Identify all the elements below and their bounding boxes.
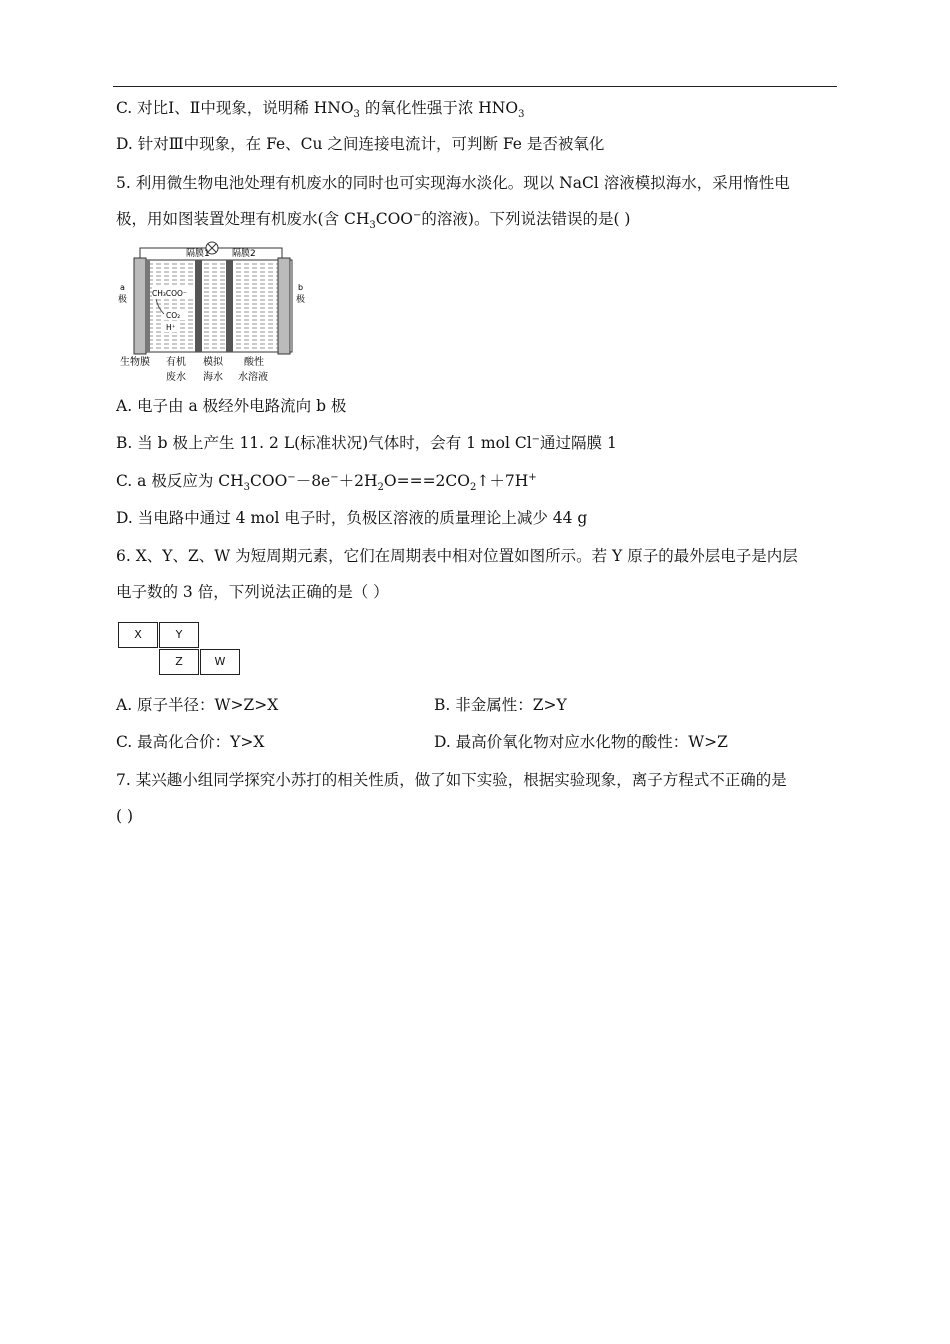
header-rule <box>113 86 837 87</box>
q5-stem-line1: 5. 利用微生物电池处理有机废水的同时也可实现海水淡化。现以 NaCl 溶液模拟海水，采用惰性电 <box>116 174 790 192</box>
q5-option-b: B. 当 b 极上产生 11. 2 L(标准状况)气体时，会有 1 mol Cl−通过隔膜 1 <box>116 433 617 452</box>
biofilm <box>146 260 150 352</box>
q7-stem-line2: ( ) <box>116 807 134 825</box>
bottom-label-organic-1: 有机 <box>166 357 186 368</box>
b-label-2: 极 <box>296 295 306 305</box>
cell-y: Y <box>159 622 199 648</box>
q6-option-c: C. 最高化合价：Y>X <box>116 733 265 751</box>
a-label-1: a <box>120 283 125 292</box>
cell-tank <box>142 260 292 352</box>
electrode-b <box>278 258 290 354</box>
q4-option-d: D. 针对Ⅲ中现象，在 Fe、Cu 之间连接电流计，可判断 Fe 是否被氧化 <box>116 135 605 153</box>
species-co2: CO₂ <box>166 311 181 320</box>
cell-w: W <box>200 649 240 675</box>
q6-stem-line1: 6. X、Y、Z、W 为短周期元素，它们在周期表中相对位置如图所示。若 Y 原子的最外层电子是内层 <box>116 547 798 565</box>
bottom-label-acid-2: 水溶液 <box>238 372 268 383</box>
membrane-2 <box>226 260 233 352</box>
bottom-label-seawater-2: 海水 <box>203 372 223 383</box>
cell-z: Z <box>159 649 199 675</box>
electrode-a <box>134 258 146 354</box>
q6-option-b: B. 非金属性：Z>Y <box>434 696 567 714</box>
species-acetate: CH₃COO⁻ <box>152 289 187 298</box>
b-label-1: b <box>298 283 304 292</box>
bottom-label-organic-2: 废水 <box>166 372 186 383</box>
a-label-2: 极 <box>118 295 128 305</box>
q4-option-c: C. 对比Ⅰ、Ⅱ中现象，说明稀 $HNO_3$ 的氧化性强于浓 $HNO_3$ <box>116 99 525 121</box>
bottom-label-acid-1: 酸性 <box>244 357 264 368</box>
species-h: H⁺ <box>166 323 176 332</box>
q6-stem-line2: 电子数的 3 倍，下列说法正确的是（ ） <box>116 583 389 601</box>
microbial-cell-diagram <box>116 238 316 388</box>
membrane-2-label: 隔膜2 <box>232 249 256 259</box>
q6-option-a: A. 原子半径：W>Z>X <box>116 696 279 714</box>
bottom-label-biofilm: 生物膜 <box>120 357 150 368</box>
q5-stem-line2: 极，用如图装置处理有机废水(含 $CH_3COO^-$的溶液)。下列说法错误的是( ) <box>116 209 631 232</box>
q5-option-c: C. a 极反应为 $CH_3COO^--8e^-+2H_2O===2CO_2↑+7H^+$ <box>116 471 537 494</box>
q6-option-d: D. 最高价氧化物对应水化物的酸性：W>Z <box>434 733 728 751</box>
bottom-label-seawater-1: 模拟 <box>203 357 223 368</box>
membrane-1 <box>195 260 202 352</box>
q5-option-a: A. 电子由 a 极经外电路流向 b 极 <box>116 397 347 415</box>
membrane-1-label: 隔膜1 <box>186 249 210 259</box>
q7-stem-line1: 7. 某兴趣小组同学探究小苏打的相关性质，做了如下实验，根据实验现象，离子方程式不正确的是 <box>116 771 787 789</box>
q5-option-d: D. 当电路中通过 4 mol 电子时，负极区溶液的质量理论上减少 44 g <box>116 509 588 527</box>
cell-x: X <box>118 622 158 648</box>
